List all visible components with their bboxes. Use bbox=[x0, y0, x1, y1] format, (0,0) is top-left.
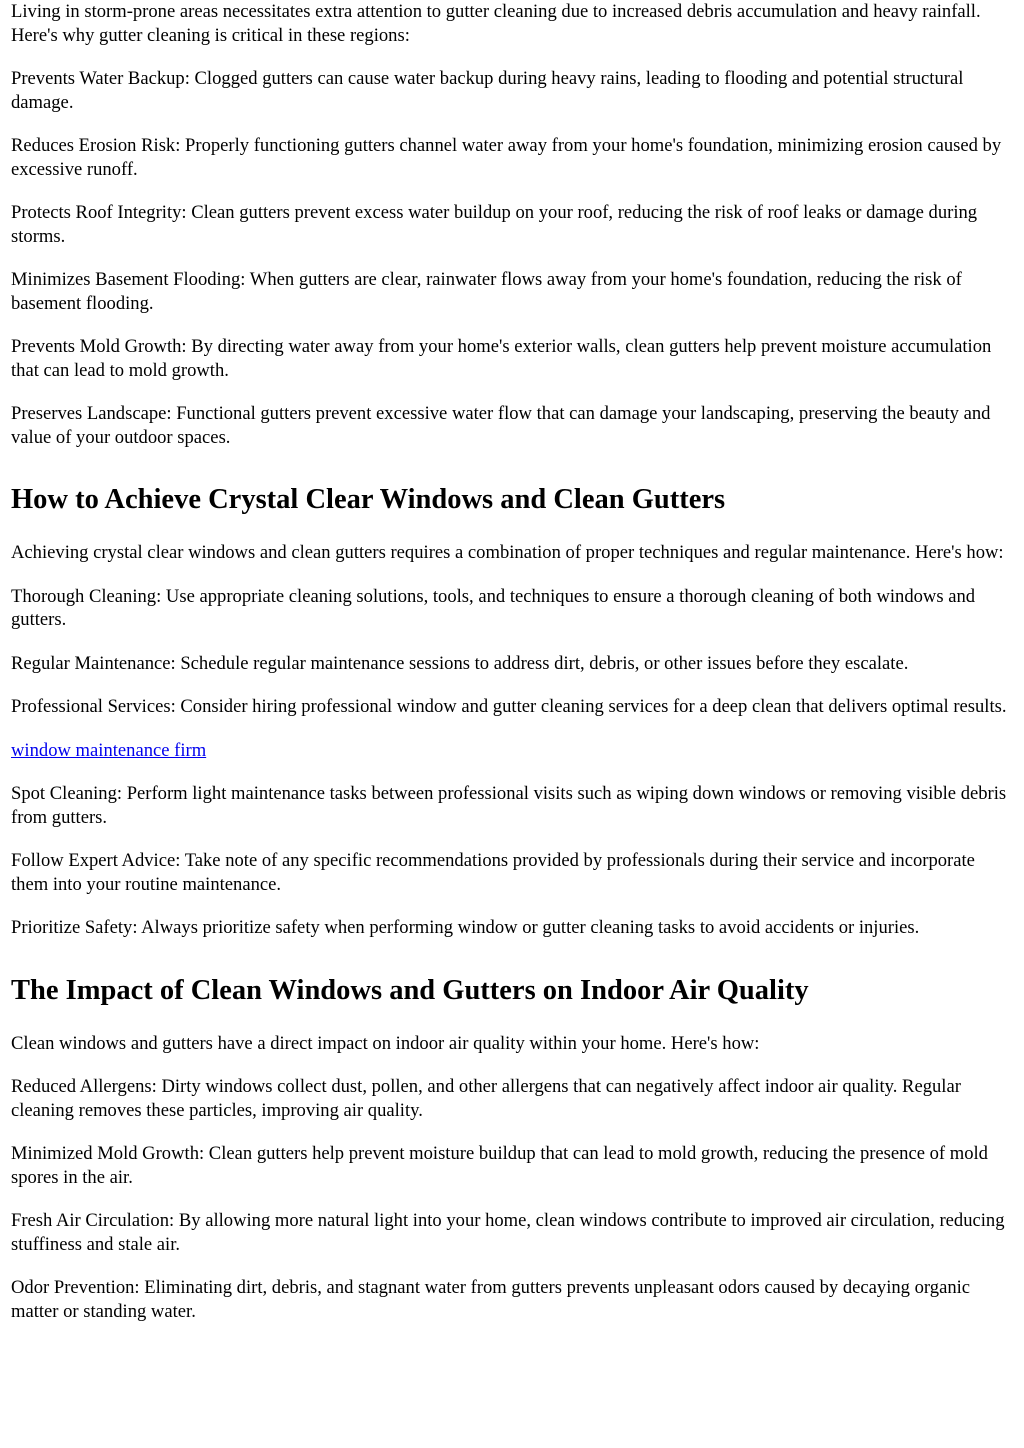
crystal-clear-heading: How to Achieve Crystal Clear Windows and Clean Gutters bbox=[11, 484, 726, 515]
erosion-risk-paragraph: Reduces Erosion Risk: Properly functioning gutters channel water away from your home's foundation, minimizing erosion caused by excessive runoff. bbox=[11, 135, 1002, 180]
odor-prevention-paragraph: Odor Prevention: Eliminating dirt, debris, and stagnant water from gutters prevents unpleasant odors caused by decaying organic matter or standing water. bbox=[11, 1277, 971, 1322]
water-backup-paragraph: Prevents Water Backup: Clogged gutters can cause water backup during heavy rains, leading to flooding and potential structural damage. bbox=[11, 68, 964, 113]
spot-cleaning-paragraph: Spot Cleaning: Perform light maintenance tasks between professional visits such as wiping down windows or removing visible debris from gutters. bbox=[11, 783, 1007, 828]
air-quality-intro-paragraph: Clean windows and gutters have a direct impact on indoor air quality within your home. Here's how: bbox=[11, 1032, 760, 1054]
window-maintenance-firm-link[interactable]: window maintenance firm bbox=[11, 739, 207, 761]
crystal-clear-intro-paragraph: Achieving crystal clear windows and clean gutters requires a combination of proper techniques and regular maintenance. Here's how: bbox=[11, 542, 1004, 563]
storm-intro-paragraph: Living in storm-prone areas necessitates extra attention to gutter cleaning due to increased debris accumulation and heavy rainfall. Here's why gutter cleaning is critical in these regions: bbox=[11, 1, 981, 46]
regular-maintenance-paragraph: Regular Maintenance: Schedule regular maintenance sessions to address dirt, debris, or other issues before they escalate. bbox=[11, 652, 909, 674]
crystal-clear-section bbox=[11, 483, 1013, 940]
minimized-mold-paragraph: Minimized Mold Growth: Clean gutters help prevent moisture buildup that can lead to mold growth, reducing the presence of mold spores in the air. bbox=[11, 1143, 988, 1188]
air-quality-heading: The Impact of Clean Windows and Gutters on Indoor Air Quality bbox=[11, 974, 809, 1006]
expert-advice-paragraph: Follow Expert Advice: Take note of any specific recommendations provided by professionals during their service and incorporate them into your routine maintenance. bbox=[11, 850, 975, 895]
link-paragraph bbox=[11, 739, 1013, 763]
landscape-paragraph: Preserves Landscape: Functional gutters prevent excessive water flow that can damage your landscaping, preserving the beauty and value of your outdoor spaces. bbox=[11, 403, 991, 448]
reduced-allergens-paragraph: Reduced Allergens: Dirty windows collect dust, pollen, and other allergens that can negatively affect indoor air quality. Regular cleaning removes these particles, improving air quality. bbox=[11, 1076, 961, 1121]
roof-integrity-paragraph: Protects Roof Integrity: Clean gutters prevent excess water buildup on your roof, reducing the risk of roof leaks or damage during storms. bbox=[11, 202, 978, 247]
fresh-air-paragraph: Fresh Air Circulation: By allowing more natural light into your home, clean windows contribute to improved air circulation, reducing stuffiness and stale air. bbox=[11, 1210, 1005, 1255]
mold-growth-paragraph: Prevents Mold Growth: By directing water away from your home's exterior walls, clean gutters help prevent moisture accumulation that can lead to mold growth. bbox=[11, 336, 992, 381]
professional-services-paragraph: Professional Services: Consider hiring professional window and gutter cleaning services for a deep clean that delivers optimal results. bbox=[11, 696, 1007, 717]
thorough-cleaning-paragraph: Thorough Cleaning: Use appropriate cleaning solutions, tools, and techniques to ensure a thorough cleaning of both windows and gutters. bbox=[11, 585, 976, 630]
storm-gutter-section bbox=[11, 0, 1013, 449]
air-quality-section bbox=[11, 974, 1013, 1324]
prioritize-safety-paragraph: Prioritize Safety: Always prioritize safety when performing window or gutter cleaning tasks to avoid accidents or injuries. bbox=[11, 917, 920, 938]
basement-flooding-paragraph: Minimizes Basement Flooding: When gutters are clear, rainwater flows away from your home's foundation, reducing the risk of basement flooding. bbox=[11, 269, 962, 314]
